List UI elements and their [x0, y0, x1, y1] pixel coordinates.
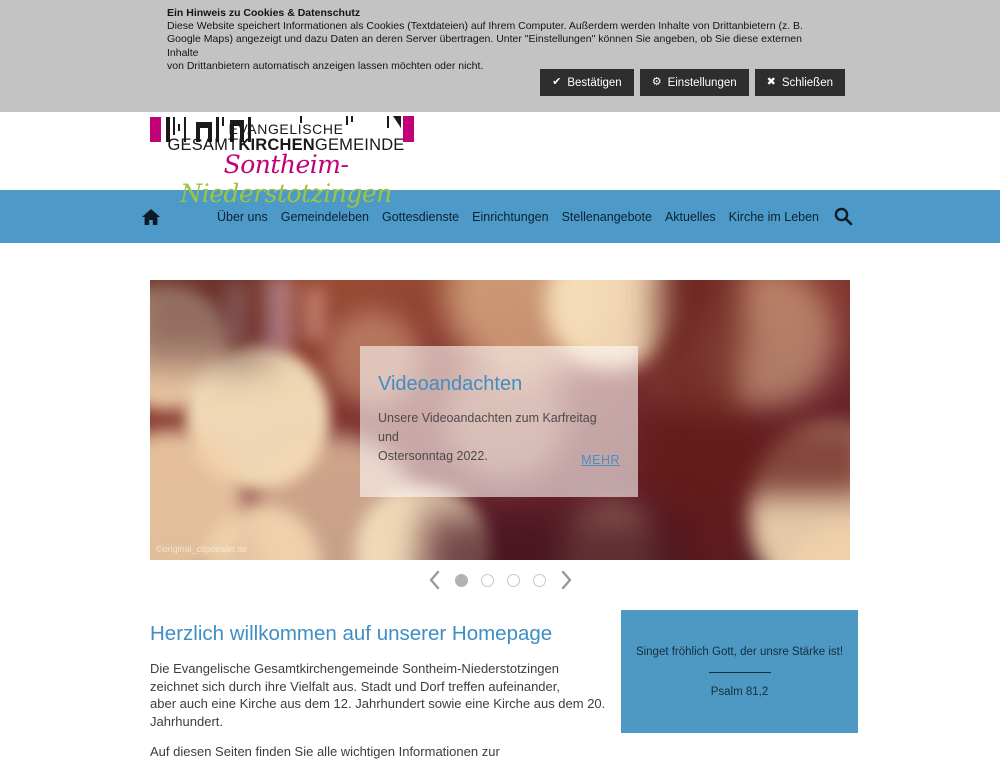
- psalm-quote-source: Psalm 81,2: [710, 686, 769, 698]
- cookie-banner-buttons: [540, 69, 845, 96]
- psalm-quote-text: Singet fröhlich Gott, der unsre Stärke ist!: [635, 646, 844, 658]
- carousel-next-button[interactable]: [559, 570, 575, 590]
- slide-caption-panel: [360, 346, 638, 497]
- paragraph-line: Die Evangelische Gesamtkirchengemeinde Sontheim-Niederstotzingen: [150, 661, 559, 676]
- nav-item-aktuelles[interactable]: Aktuelles: [664, 209, 716, 224]
- page-title: Herzlich willkommen auf unserer Homepage: [150, 622, 553, 645]
- mehr-link[interactable]: MEHR: [581, 453, 620, 467]
- psalm-quote-box: [621, 610, 858, 733]
- carousel-dot-4[interactable]: [533, 574, 546, 587]
- nav-item-ueber-uns[interactable]: Über uns: [216, 209, 268, 224]
- site-logo[interactable]: [150, 112, 422, 208]
- close-button-label: Schließen: [781, 76, 833, 89]
- chevron-left-icon: [428, 570, 440, 590]
- close-button[interactable]: [755, 69, 845, 96]
- confirm-button-label: Bestätigen: [567, 76, 622, 89]
- cookie-banner-line: von Drittanbietern automatisch anzeigen lassen möchten oder nicht.: [167, 59, 484, 72]
- search-icon: [834, 207, 853, 226]
- paragraph-line: zeichnet sich durch ihre Vielfalt aus. Stadt und Dorf treffen aufeinander,: [150, 678, 560, 694]
- dark-blob-shape: [425, 515, 690, 560]
- check-icon: ✔: [552, 76, 562, 88]
- chevron-right-icon: [561, 570, 573, 590]
- cookie-banner-line: Diese Website speichert Informationen als Cookies (Textdateien) auf Ihrem Computer. Außerdem werden Inhalte von Drittanbietern (z. B.: [167, 20, 803, 32]
- window-blur-shape: [302, 288, 326, 340]
- settings-button-label: Einstellungen: [667, 76, 737, 89]
- paragraph-line: Auf diesen Seiten finden Sie alle wichtigen Informationen zur: [150, 744, 500, 759]
- nav-item-stellenangebote[interactable]: Stellenangebote: [561, 209, 652, 224]
- cross-horizontal-shape: [638, 420, 850, 496]
- nav-item-gottesdienste[interactable]: Gottesdienste: [381, 209, 460, 224]
- site-header: [0, 112, 1000, 208]
- slide-text-line: Ostersonntag 2022.: [378, 449, 488, 463]
- logo-line-gesamtkirchengemeinde: GESAMTKIRCHENGEMEINDE: [167, 136, 405, 154]
- cookie-banner-text: [167, 7, 827, 73]
- cookie-banner: [0, 0, 1000, 112]
- settings-button[interactable]: [640, 69, 749, 96]
- nav-item-kirche-im-leben[interactable]: Kirche im Leben: [728, 209, 819, 224]
- logo-line-evangelische: EVANGELISCHE: [228, 121, 344, 137]
- cookie-banner-line: Google Maps) angezeigt und dazu Daten an deren Server übertragen. Unter "Einstellungen" können Sie angeben, ob Sie diese externen Inhalte: [167, 33, 802, 59]
- home-icon: [141, 208, 161, 226]
- close-icon: ✖: [766, 76, 776, 88]
- nav-item-einrichtungen[interactable]: Einrichtungen: [472, 209, 549, 224]
- carousel-dot-1[interactable]: [455, 574, 468, 587]
- carousel-controls: [150, 565, 850, 595]
- logo-line-sontheim-niederstotzingen: Sontheim-Niederstotzingen: [180, 150, 392, 208]
- slide-title: Videoandachten: [378, 373, 523, 395]
- carousel-dot-3[interactable]: [507, 574, 520, 587]
- gear-icon: ⚙: [651, 76, 662, 88]
- paragraph-line: Jahrhundert.: [150, 713, 223, 729]
- confirm-button[interactable]: [540, 69, 634, 96]
- home-button[interactable]: [141, 208, 161, 226]
- nav-item-gemeindeleben[interactable]: Gemeindeleben: [280, 209, 369, 224]
- slide-text-line: Unsere Videoandachten zum Karfreitag und: [378, 411, 597, 444]
- welcome-section: [150, 612, 608, 761]
- hero-slider: [150, 280, 850, 560]
- image-watermark: ©original_clipdealer.de: [156, 544, 248, 554]
- carousel-dot-2[interactable]: [481, 574, 494, 587]
- paragraph-line: aber auch eine Kirche aus dem 12. Jahrhundert sowie eine Kirche aus dem 20.: [150, 696, 606, 711]
- dark-blob-shape: [150, 280, 270, 365]
- carousel-prev-button[interactable]: [426, 570, 442, 590]
- quote-divider: [709, 672, 771, 673]
- search-button[interactable]: [834, 207, 853, 226]
- cookie-banner-title: Ein Hinweis zu Cookies & Datenschutz: [167, 7, 361, 19]
